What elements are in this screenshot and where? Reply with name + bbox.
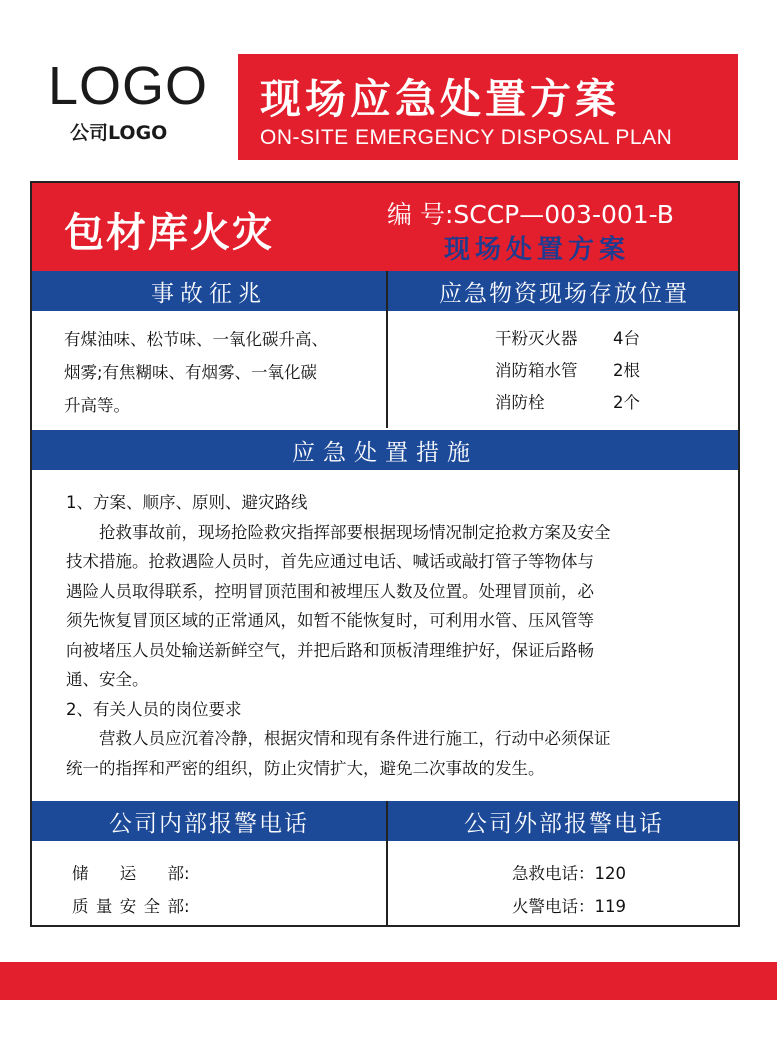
list-item bbox=[512, 890, 712, 923]
plan-code: 编 号:SCCP—003-001-B bbox=[387, 200, 674, 229]
phone-label: 火警电话 bbox=[512, 897, 578, 916]
phone-colon: ： bbox=[578, 897, 595, 916]
header-title: 现场应急处置方案 bbox=[260, 75, 620, 123]
company-logo-caption: 公司LOGO bbox=[70, 122, 168, 144]
measures-line: 技术措施。抢救遇险人员时，首先应通过电话、喊话或敲打管子等物体与 bbox=[66, 552, 594, 571]
signs-line: 升高等。 bbox=[64, 396, 130, 415]
bottom-decor-bar bbox=[0, 962, 777, 1000]
list-item bbox=[495, 323, 715, 355]
measures-body bbox=[66, 488, 706, 783]
supply-qty: 4台 bbox=[613, 329, 640, 348]
list-item bbox=[72, 890, 352, 923]
plan-title-band bbox=[32, 183, 738, 271]
phone-label: 急救电话 bbox=[512, 864, 578, 883]
internal-phone-heading: 公司内部报警电话 bbox=[32, 801, 386, 841]
phone-value: 119 bbox=[594, 897, 626, 916]
header-subtitle-en: ON-SITE EMERGENCY DISPOSAL PLAN bbox=[260, 126, 673, 149]
measures-line: 抢救事故前，现场抢险救灾指挥部要根据现场情况制定抢救方案及安全 bbox=[99, 522, 611, 542]
phone-colon: : bbox=[184, 897, 190, 916]
signs-text bbox=[64, 323, 374, 422]
measures-line: 向被堵压人员处输送新鲜空气，并把后路和顶板清理维护好，保证后路畅 bbox=[66, 640, 594, 660]
list-item bbox=[72, 857, 352, 890]
measures-line: 遇险人员取得联系，控明冒顶范围和被埋压人数及位置。处理冒顶前，必 bbox=[66, 581, 594, 601]
header-banner bbox=[238, 54, 738, 160]
phone-label: 储运部 bbox=[72, 864, 184, 883]
plan-subtitle: 现场处置方案 bbox=[444, 235, 631, 265]
plan-board bbox=[30, 181, 740, 927]
phone-colon: ： bbox=[578, 864, 595, 883]
measures-line: 营救人员应沉着冷静，根据灾情和现有条件进行施工，行动中必须保证 bbox=[99, 729, 611, 748]
internal-phone-list bbox=[72, 857, 352, 923]
phone-label: 质量安全部 bbox=[72, 897, 184, 916]
phone-colon: : bbox=[184, 864, 190, 883]
company-logo: LOGO bbox=[48, 56, 209, 116]
measures-heading: 应急处置措施 bbox=[32, 430, 738, 470]
supplies-list bbox=[495, 323, 715, 419]
column-divider-bottom bbox=[386, 801, 388, 927]
signs-line: 有煤油味、松节味、一氧化碳升高、 bbox=[64, 330, 328, 349]
supply-name: 消防箱水管 bbox=[495, 361, 578, 380]
list-item bbox=[495, 387, 715, 419]
phone-value: 120 bbox=[594, 864, 626, 883]
signs-line: 烟雾;有焦糊味、有烟雾、一氧化碳 bbox=[64, 363, 318, 382]
plan-title: 包材库火灾 bbox=[64, 210, 274, 256]
supply-name: 消防栓 bbox=[495, 393, 545, 412]
supplies-heading: 应急物资现场存放位置 bbox=[388, 271, 740, 311]
external-phone-list bbox=[512, 857, 712, 923]
supply-qty: 2个 bbox=[613, 393, 640, 412]
supply-qty: 2根 bbox=[613, 361, 640, 380]
measures-item-title: 2、有关人员的岗位要求 bbox=[66, 699, 242, 719]
measures-item-title: 1、方案、顺序、原则、避灾路线 bbox=[66, 493, 308, 512]
external-phone-heading: 公司外部报警电话 bbox=[388, 801, 740, 841]
measures-line: 统一的指挥和严密的组织，防止灾情扩大，避免二次事故的发生。 bbox=[66, 758, 545, 778]
list-item bbox=[512, 857, 712, 890]
measures-line: 通、安全。 bbox=[66, 670, 149, 689]
supply-name: 干粉灭火器 bbox=[495, 329, 578, 348]
signs-heading: 事故征兆 bbox=[32, 271, 386, 311]
measures-line: 须先恢复冒顶区域的正常通风，如暂不能恢复时，可利用水管、压风管等 bbox=[66, 611, 594, 630]
list-item bbox=[495, 355, 715, 387]
column-divider-top bbox=[386, 271, 388, 428]
